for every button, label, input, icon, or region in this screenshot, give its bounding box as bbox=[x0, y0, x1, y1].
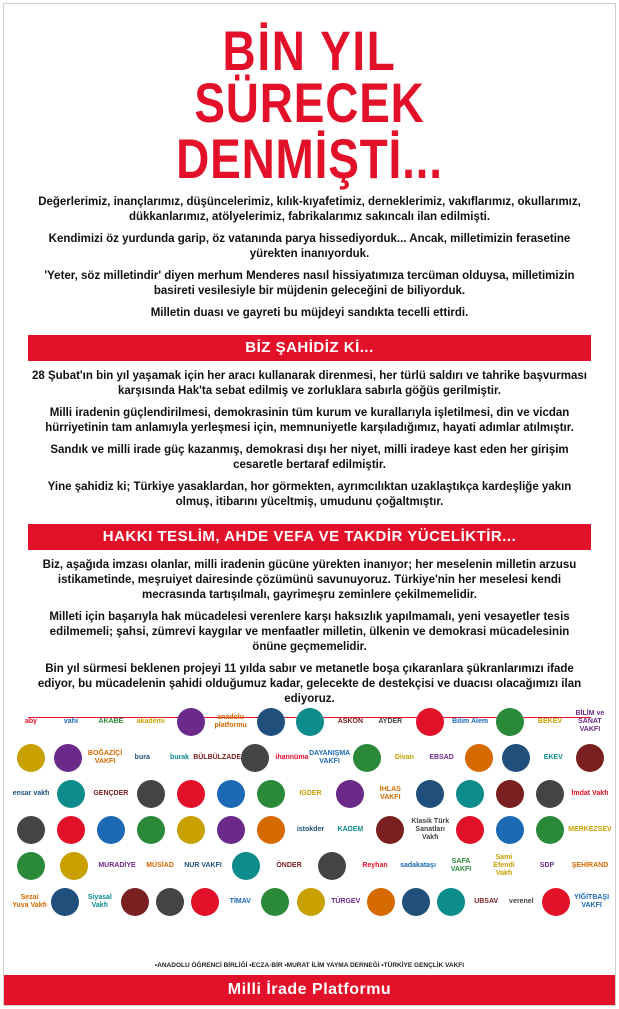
emblem-icon bbox=[318, 852, 346, 880]
organization-logo bbox=[356, 851, 394, 881]
logo-row bbox=[12, 776, 609, 811]
emblem-icon bbox=[465, 744, 493, 772]
organization-logo-label: Divan bbox=[394, 753, 414, 761]
organization-logo bbox=[291, 779, 329, 809]
emblem-icon bbox=[437, 888, 465, 916]
signatory-logos-grid bbox=[12, 704, 612, 954]
organization-logo bbox=[273, 743, 310, 773]
organization-logo bbox=[434, 887, 469, 917]
organization-logo bbox=[141, 851, 179, 881]
organization-logo bbox=[52, 815, 90, 845]
organization-logo bbox=[568, 815, 612, 845]
emblem-icon bbox=[54, 744, 82, 772]
organization-logo bbox=[411, 707, 449, 737]
organization-logo-label: SDP bbox=[539, 861, 555, 869]
organization-logo-label: MURADİYE bbox=[98, 861, 136, 869]
organization-logo bbox=[572, 743, 609, 773]
organization-logo bbox=[535, 743, 572, 773]
organization-logo bbox=[386, 743, 423, 773]
organization-logo bbox=[328, 887, 363, 917]
organization-logo bbox=[86, 743, 123, 773]
organization-logo bbox=[331, 815, 369, 845]
organization-logo-label: ŞEHİRAND bbox=[571, 861, 609, 869]
organization-logo-label: KADEM bbox=[337, 825, 364, 833]
organization-logo bbox=[293, 887, 328, 917]
organization-logo bbox=[460, 743, 497, 773]
organization-logo bbox=[485, 851, 523, 881]
emblem-icon bbox=[416, 708, 444, 736]
emblem-icon bbox=[416, 780, 444, 808]
emblem-icon bbox=[177, 708, 205, 736]
organization-logo-label: TİMAV bbox=[229, 897, 251, 905]
section-heading-hakki-teslim: HAKKI TESLİM, AHDE VEFA VE TAKDİR YÜCELİKTİR... bbox=[28, 524, 591, 550]
organization-logo bbox=[371, 815, 409, 845]
organization-logo bbox=[571, 707, 609, 737]
organization-logo-label: Bilim Alem bbox=[452, 717, 489, 725]
organization-logo-label: EKEV bbox=[543, 753, 563, 761]
emblem-icon bbox=[137, 816, 165, 844]
organization-logo bbox=[331, 779, 369, 809]
emblem-icon bbox=[232, 852, 260, 880]
organization-logo bbox=[504, 887, 539, 917]
emblem-icon bbox=[17, 744, 45, 772]
organization-logo bbox=[331, 707, 369, 737]
emblem-icon bbox=[257, 780, 285, 808]
organization-logo-label: İHLAS VAKFI bbox=[379, 785, 401, 801]
organization-logo bbox=[349, 743, 386, 773]
emblem-icon bbox=[57, 780, 85, 808]
emblem-icon bbox=[177, 816, 205, 844]
organization-logo-label: İmdat Vakfı bbox=[571, 789, 609, 797]
emblem-icon bbox=[536, 816, 564, 844]
organization-logo bbox=[398, 887, 433, 917]
emblem-icon bbox=[353, 744, 381, 772]
organization-logo-label: ensar vakfı bbox=[12, 789, 50, 797]
section2-paragraph-1: Biz, aşağıda imzası olanlar, milli iradenin gücüne yürekten inanıyor; her meselenin milletin arzusu istikametinde, meşruiyet dairesinde çözümünü savunuyoruz. Türkiye'nin her meselesi kendi mecrasında tartışılmalı, gayrimeşru zeminlere çekilmemelidir. bbox=[42, 559, 577, 601]
organization-logo bbox=[451, 779, 489, 809]
organization-logo bbox=[188, 887, 223, 917]
organization-logo-label: istokder bbox=[296, 825, 325, 833]
organization-logo bbox=[12, 779, 50, 809]
organization-logo-label: akademi bbox=[136, 717, 165, 725]
organization-logo-label: IGDER bbox=[299, 789, 322, 797]
organization-logo-label: ihannüma bbox=[275, 753, 309, 761]
emblem-icon bbox=[156, 888, 184, 916]
organization-logo bbox=[212, 707, 250, 737]
section-heading-biz-sahidiz: BİZ ŞAHİDİZ Kİ... bbox=[28, 335, 591, 361]
advertisement-page bbox=[3, 3, 616, 1006]
emblem-icon bbox=[137, 780, 165, 808]
organization-logo bbox=[528, 851, 566, 881]
emblem-icon bbox=[376, 816, 404, 844]
organization-logo bbox=[451, 815, 489, 845]
organization-logo bbox=[117, 887, 152, 917]
emblem-icon bbox=[542, 888, 570, 916]
emblem-icon bbox=[576, 744, 604, 772]
organization-logo-label: BİLİM ve SANAT VAKFI bbox=[575, 709, 605, 733]
organization-logo-label: EBSAD bbox=[429, 753, 454, 761]
organization-logo bbox=[92, 815, 130, 845]
organization-logo bbox=[132, 779, 170, 809]
organization-logo bbox=[92, 779, 130, 809]
organization-logo bbox=[193, 743, 242, 773]
section2-paragraph-2: Milleti için başarıyla hak mücadelesi verenlere karşı haksızlık yapılmamalı, yeni vesayetler tesis edilmemeli; şahsi, zümrevi kaygılar ve menfaatler milletin, ülkenin ve demokrasi mücadelesinin önüne geçmemelidir. bbox=[49, 611, 570, 653]
emblem-icon bbox=[257, 816, 285, 844]
organization-logo-label: aby bbox=[24, 717, 38, 725]
organization-logo-label: ÖNDER bbox=[276, 861, 302, 869]
section1-paragraph-1: 28 Şubat'ın bin yıl yaşamak için her aracı kullanarak direnmesi, her türlü saldırı ve tahrike başvurması karşısında Hak'ta sebat edilmiş ve zorluklara sabırla göğüs gerilmiştir. bbox=[32, 370, 587, 397]
organization-logo bbox=[539, 887, 574, 917]
organization-logo bbox=[55, 851, 93, 881]
emblem-icon bbox=[17, 852, 45, 880]
additional-signatories: •ANADOLU ÖĞRENCİ BİRLİĞİ •ECZA-BİR •MURAT İLİM YAYMA DERNEĞİ •TÜRKİYE GENÇLİK VAKFI bbox=[154, 962, 465, 969]
organization-logo-label: Reyhan bbox=[362, 861, 388, 869]
emblem-icon bbox=[456, 816, 484, 844]
organization-logo bbox=[451, 707, 489, 737]
organization-logo bbox=[52, 707, 90, 737]
emblem-icon bbox=[191, 888, 219, 916]
headline-line-2: SÜRECEK DENMİŞTİ... bbox=[176, 71, 443, 190]
organization-logo bbox=[132, 815, 170, 845]
organization-logo bbox=[497, 743, 534, 773]
organization-logo bbox=[442, 851, 480, 881]
organization-logo bbox=[82, 887, 117, 917]
intro-paragraph-2: Kendimizi öz yurdunda garip, öz vatanında parya hissediyorduk... Ancak, milletimizin ferasetine yürekten inanıyorduk. bbox=[48, 233, 571, 260]
organization-logo bbox=[12, 851, 50, 881]
organization-logo-label: ASKON bbox=[337, 717, 364, 725]
organization-logo bbox=[212, 779, 250, 809]
organization-logo bbox=[491, 815, 529, 845]
organization-logo bbox=[132, 707, 170, 737]
logo-row bbox=[12, 884, 609, 919]
organization-logo-label: Sezai Yuva Vakfı bbox=[12, 893, 47, 909]
emblem-icon bbox=[367, 888, 395, 916]
organization-logo bbox=[371, 779, 409, 809]
organization-logo bbox=[252, 815, 290, 845]
organization-logo bbox=[52, 779, 90, 809]
organization-logo-label: MÜSİAD bbox=[146, 861, 174, 869]
emblem-icon bbox=[456, 780, 484, 808]
organization-logo bbox=[371, 707, 409, 737]
organization-logo bbox=[411, 779, 449, 809]
organization-logo-label: anadolu platformu bbox=[214, 713, 247, 729]
organization-logo-label: BÜLBÜLZADE bbox=[193, 753, 242, 761]
emblem-icon bbox=[97, 816, 125, 844]
emblem-icon bbox=[57, 816, 85, 844]
organization-logo bbox=[227, 851, 265, 881]
logo-row bbox=[12, 704, 609, 739]
emblem-icon bbox=[297, 888, 325, 916]
logo-row bbox=[12, 812, 612, 847]
organization-logo bbox=[12, 743, 49, 773]
emblem-icon bbox=[296, 708, 324, 736]
organization-logo bbox=[363, 887, 398, 917]
organization-logo bbox=[12, 887, 47, 917]
organization-logo-label: Siyasal Vakfı bbox=[87, 893, 112, 909]
section2-paragraph-3: Bin yıl sürmesi beklenen projeyi 11 yılda sabır ve metanetle boşa çıkaranlara şükranlarımızı ifade ediyor, bu mücadelenin şahidi olduğumuz kadar, gelecekte de destekçisi ve duacısı olacağımızı ilan ediyoruz. bbox=[37, 663, 582, 705]
organization-logo bbox=[252, 707, 290, 737]
organization-logo-label: MERKEZSEV bbox=[568, 825, 612, 833]
footer-platform-name: Milli İrade Platformu bbox=[4, 975, 615, 1005]
emblem-icon bbox=[217, 816, 245, 844]
organization-logo-label: NUR VAKFI bbox=[184, 861, 222, 869]
emblem-icon bbox=[261, 888, 289, 916]
organization-logo-label: GENÇDER bbox=[93, 789, 129, 797]
organization-logo-label: Sami Efendi Vakfı bbox=[493, 853, 515, 877]
headline bbox=[4, 19, 615, 190]
headline-line-1: BİN YIL bbox=[222, 19, 397, 82]
organization-logo-label: AYDER bbox=[378, 717, 403, 725]
organization-logo-label: AKABE bbox=[98, 717, 124, 725]
organization-logo bbox=[212, 815, 250, 845]
organization-logo bbox=[124, 743, 161, 773]
organization-logo bbox=[92, 707, 130, 737]
section1-paragraph-3: Sandık ve milli irade güç kazanmış, demokrasi dışı her niyet, milli iradeye kast eden her girişim cesaretle bertaraf edilmiştir. bbox=[50, 444, 569, 471]
organization-logo bbox=[571, 851, 609, 881]
emblem-icon bbox=[121, 888, 149, 916]
organization-logo bbox=[571, 779, 609, 809]
organization-logo-label: UBSAV bbox=[474, 897, 499, 905]
emblem-icon bbox=[496, 780, 524, 808]
emblem-icon bbox=[177, 780, 205, 808]
section1-paragraph-2: Milli iradenin güçlendirilmesi, demokrasinin tüm kurum ve kurallarıyla işletilmesi, din ve vicdan hürriyetinin tam anlamıyla yerleşmesi için, memnuniyetle karşıladığımız, hayati adımlar atılmıştır. bbox=[45, 407, 574, 434]
organization-logo bbox=[258, 887, 293, 917]
organization-logo bbox=[491, 779, 529, 809]
organization-logo-label: sadakataşı bbox=[400, 861, 436, 869]
emblem-icon bbox=[51, 888, 79, 916]
organization-logo-label: BOĞAZİÇİ VAKFI bbox=[87, 749, 123, 765]
emblem-icon bbox=[60, 852, 88, 880]
section1-paragraph-4: Yine şahidiz ki; Türkiye yasaklardan, hor görmekten, ayrımcılıktan uzaklaştıkça kardeşliğe yakın olmuş, itibarını yüceltmiş, umudunu çoğaltmıştır. bbox=[47, 481, 572, 508]
emblem-icon bbox=[496, 708, 524, 736]
organization-logo bbox=[574, 887, 609, 917]
emblem-icon bbox=[402, 888, 430, 916]
organization-logo-label: BEKEV bbox=[537, 717, 563, 725]
organization-logo bbox=[411, 815, 449, 845]
emblem-icon bbox=[502, 744, 530, 772]
organization-logo bbox=[12, 707, 50, 737]
organization-logo-label: TÜRGEV bbox=[331, 897, 361, 905]
organization-logo-label: DAYANIŞMA VAKFI bbox=[309, 749, 351, 765]
organization-logo-label: SAFA VAKFI bbox=[450, 857, 472, 873]
intro-paragraph-3: 'Yeter, söz milletindir' diyen merhum Menderes nasıl hissiyatımıza tercüman olduysa, milletimizin basireti vesilesiyle bir müjdenin geleceğini de biliyorduk. bbox=[44, 270, 575, 297]
organization-logo-label: vahi bbox=[63, 717, 78, 725]
organization-logo bbox=[469, 887, 504, 917]
organization-logo bbox=[49, 743, 86, 773]
emblem-icon bbox=[241, 744, 269, 772]
organization-logo bbox=[236, 743, 273, 773]
organization-logo bbox=[252, 779, 290, 809]
emblem-icon bbox=[257, 708, 285, 736]
organization-logo-label: Klasik Türk Sanatları Vakfı bbox=[411, 817, 450, 841]
organization-logo bbox=[399, 851, 437, 881]
emblem-icon bbox=[217, 780, 245, 808]
organization-logo bbox=[531, 779, 569, 809]
emblem-icon bbox=[17, 816, 45, 844]
organization-logo bbox=[172, 779, 210, 809]
emblem-icon bbox=[496, 816, 524, 844]
emblem-icon bbox=[536, 780, 564, 808]
organization-logo bbox=[270, 851, 308, 881]
organization-logo bbox=[531, 707, 569, 737]
emblem-icon bbox=[336, 780, 364, 808]
organization-logo bbox=[311, 743, 349, 773]
organization-logo bbox=[47, 887, 82, 917]
organization-logo bbox=[12, 815, 50, 845]
organization-logo bbox=[423, 743, 460, 773]
logo-row bbox=[12, 848, 609, 883]
logo-row bbox=[12, 740, 609, 775]
organization-logo bbox=[291, 707, 329, 737]
organization-logo-label: verenel bbox=[509, 897, 534, 905]
organization-logo bbox=[184, 851, 222, 881]
organization-logo bbox=[172, 815, 210, 845]
organization-logo bbox=[172, 707, 210, 737]
organization-logo bbox=[98, 851, 136, 881]
organization-logo-label: bura bbox=[134, 753, 150, 761]
organization-logo bbox=[153, 887, 188, 917]
organization-logo bbox=[291, 815, 329, 845]
organization-logo bbox=[531, 815, 569, 845]
organization-logo-label: YİĞİTBAŞI VAKFI bbox=[574, 893, 610, 909]
organization-logo bbox=[223, 887, 258, 917]
organization-logo bbox=[491, 707, 529, 737]
intro-paragraph-1: Değerlerimiz, inançlarımız, düşüncelerimiz, kılık-kıyafetimiz, derneklerimiz, vakıflarımız, okullarımız, dükkanlarımız, atölyelerimiz, fabrikalarımız sakıncalı ilan edilmişti. bbox=[38, 196, 581, 223]
organization-logo bbox=[313, 851, 351, 881]
intro-paragraph-4: Milletin duası ve gayreti bu müjdeyi sandıkta tecelli ettirdi. bbox=[150, 307, 469, 319]
organization-logo-label: burak bbox=[169, 753, 190, 761]
